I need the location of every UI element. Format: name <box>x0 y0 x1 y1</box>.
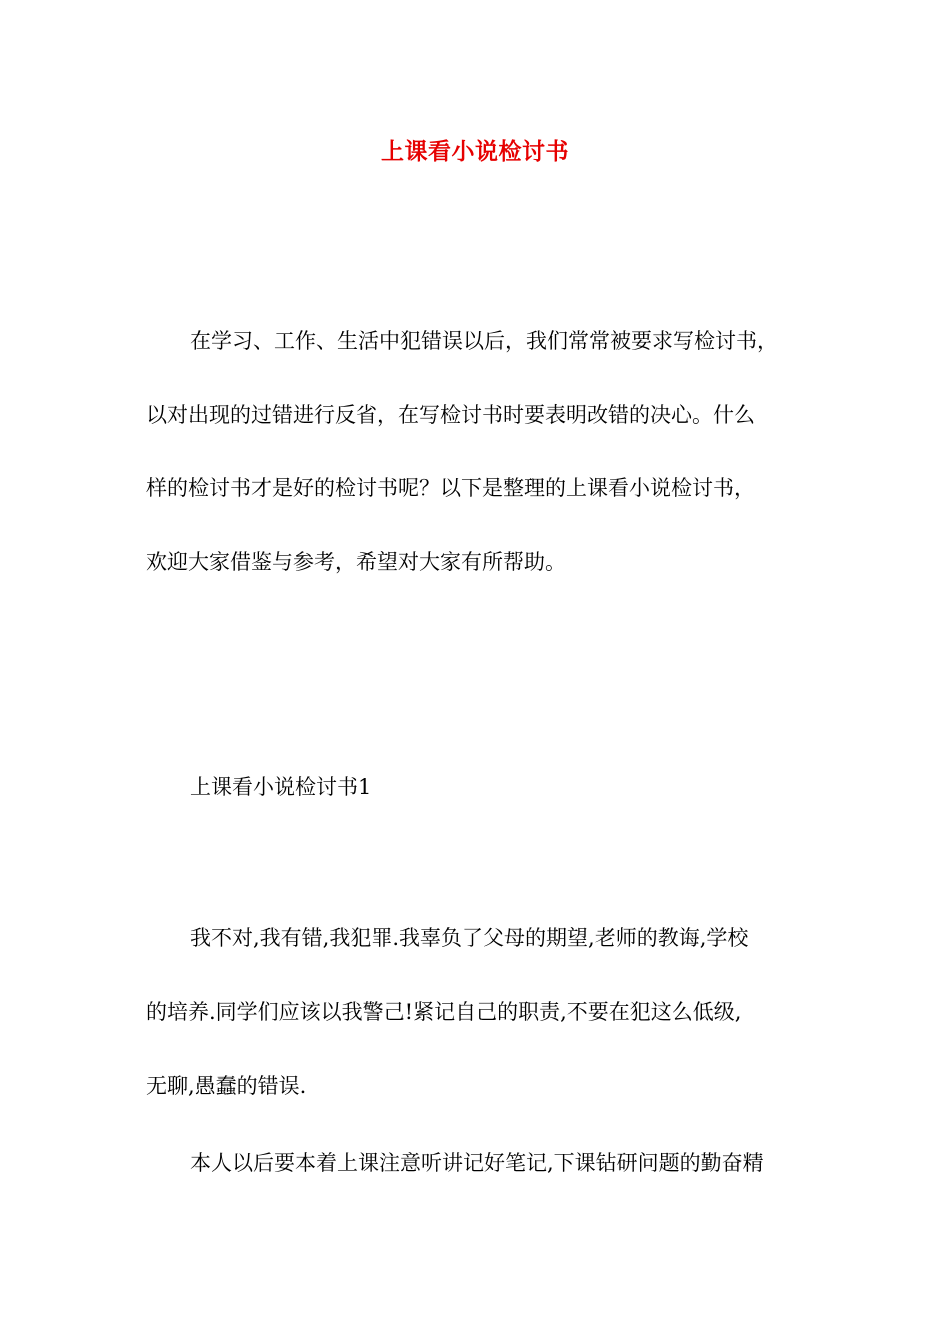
body-line-2: 的培养.同学们应该以我警己!紧记自己的职责,不要在犯这么低级, <box>146 1000 742 1024</box>
document-title: 上课看小说检讨书 <box>381 138 569 165</box>
section-heading: 上课看小说检讨书1 <box>190 775 372 799</box>
intro-line-3: 样的检讨书才是好的检讨书呢？以下是整理的上课看小说检讨书， <box>146 476 755 500</box>
body-line-3: 无聊,愚蠢的错误. <box>146 1074 307 1098</box>
intro-line-4: 欢迎大家借鉴与参考，希望对大家有所帮助。 <box>146 550 566 574</box>
body-line-1: 我不对,我有错,我犯罪.我辜负了父母的期望,老师的教诲,学校 <box>190 926 749 950</box>
intro-line-2: 以对出现的过错进行反省，在写检讨书时要表明改错的决心。什么 <box>146 403 755 427</box>
intro-line-1: 在学习、工作、生活中犯错误以后，我们常常被要求写检讨书， <box>190 329 778 353</box>
body-line-4: 本人以后要本着上课注意听讲记好笔记,下课钻研问题的勤奋精 <box>190 1151 764 1175</box>
